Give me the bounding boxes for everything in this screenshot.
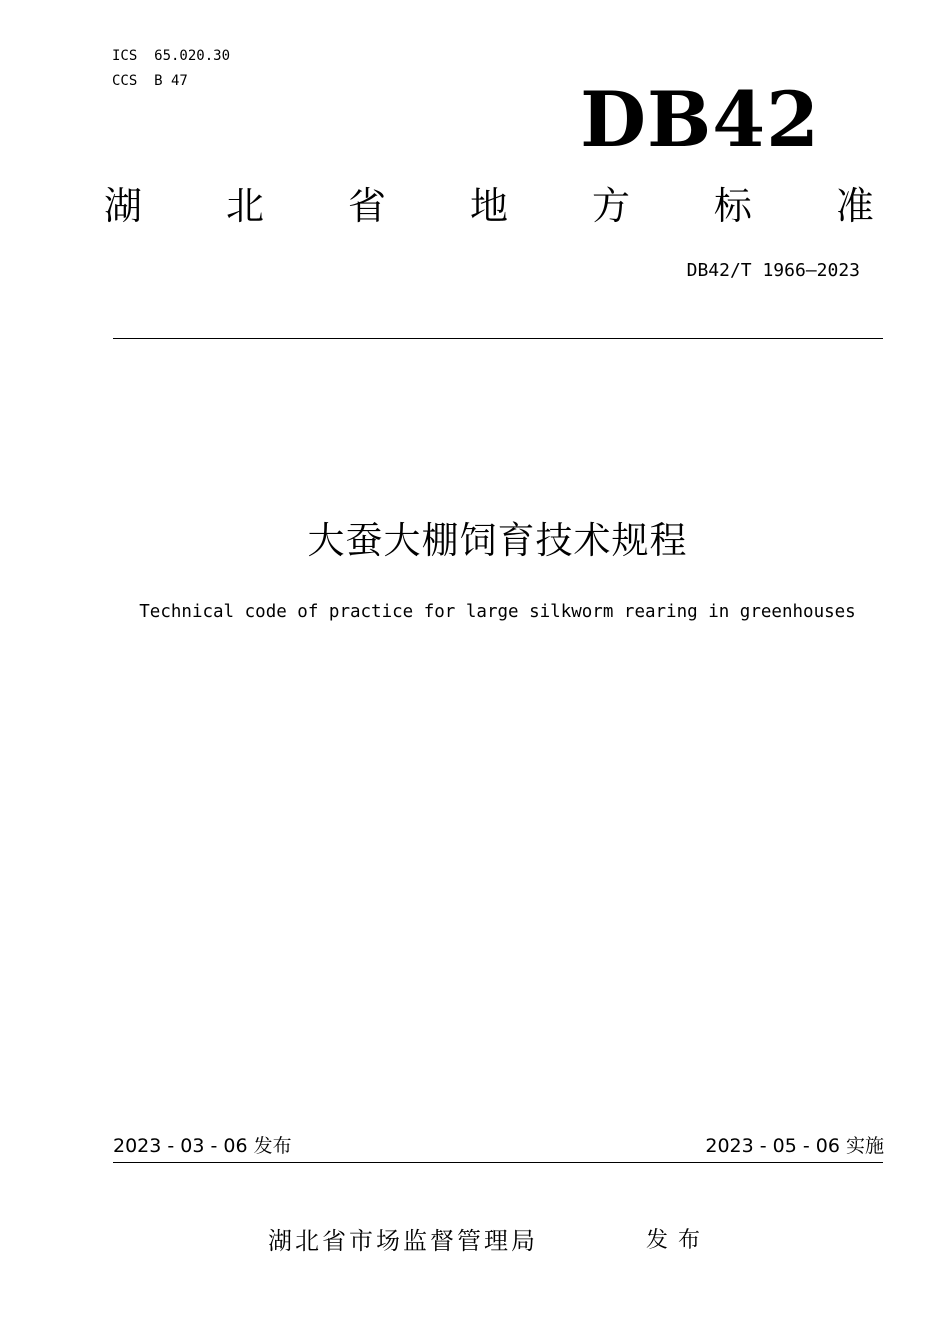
standard-type-heading: [104, 184, 874, 228]
title-chinese: 大蚕大棚饲育技术规程: [307, 519, 688, 562]
title-english: Technical code of practice for large silkworm rearing in greenhouses: [139, 602, 856, 622]
standard-type-char: 湖: [104, 184, 143, 228]
top-divider: [113, 338, 883, 339]
standard-type-char: 北: [225, 184, 264, 228]
bottom-divider: [113, 1162, 883, 1163]
standard-type-char: 地: [469, 184, 508, 228]
implementation-date: 2023 - 05 - 06 实施: [705, 1135, 884, 1157]
ccs-code: CCS B 47: [112, 73, 188, 89]
db-logo: DB42: [580, 75, 820, 164]
standard-type-char: 方: [591, 184, 630, 228]
ics-code: ICS 65.020.30: [112, 48, 231, 64]
publish-label: 发布: [646, 1228, 711, 1253]
standard-type-char: 准: [835, 184, 874, 228]
standard-number: DB42/T 1966—2023: [686, 260, 860, 281]
standard-type-char: 标: [713, 184, 752, 228]
publisher-name: 湖北省市场监督管理局: [268, 1227, 538, 1255]
issue-date: 2023 - 03 - 06 发布: [113, 1135, 292, 1157]
standard-type-char: 省: [347, 184, 386, 228]
